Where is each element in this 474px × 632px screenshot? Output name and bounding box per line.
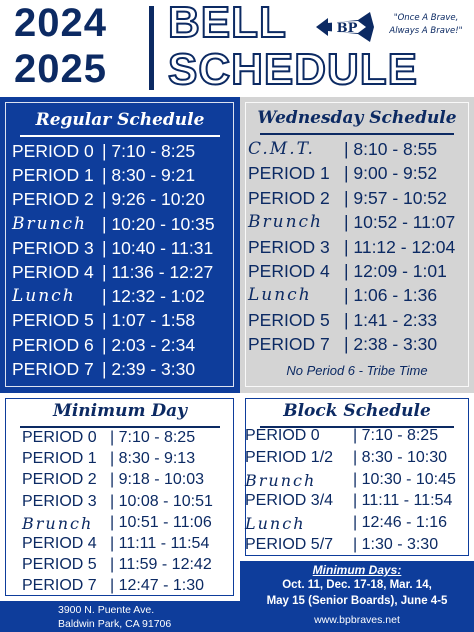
period-time: | 9:18 - 10:03 bbox=[110, 471, 204, 489]
period-time: | 12:47 - 1:30 bbox=[110, 577, 204, 595]
period-time: | 10:08 - 10:51 bbox=[110, 492, 213, 510]
period-label: PERIOD 2 bbox=[12, 189, 94, 210]
website[interactable]: www.bpbraves.net bbox=[314, 614, 400, 626]
period-time: | 11:11 - 11:54 bbox=[110, 535, 210, 552]
year-end: 2025 bbox=[14, 47, 107, 91]
period-time: | 10:20 - 10:35 bbox=[102, 213, 215, 234]
period-label: PERIOD 0 bbox=[22, 429, 97, 446]
block-schedule-row bbox=[245, 427, 469, 449]
period-time: | 12:09 - 1:01 bbox=[344, 261, 447, 281]
period-time: | 9:57 - 10:52 bbox=[344, 187, 447, 208]
period-label: C.M.T. bbox=[248, 139, 315, 159]
period-label: PERIOD 3 bbox=[248, 236, 330, 257]
arrowhead-logo-icon bbox=[314, 8, 378, 46]
title-schedule: SCHEDULE bbox=[168, 45, 419, 94]
period-label: PERIOD 6 bbox=[12, 334, 94, 355]
minimum-days-box bbox=[240, 561, 474, 632]
minimum-days-line-1: Oct. 11, Dec. 17-18, Mar. 14, bbox=[282, 579, 432, 591]
period-time: | 2:38 - 3:30 bbox=[344, 334, 438, 355]
minimum-schedule-row bbox=[22, 471, 234, 492]
period-time: | 7:10 - 8:25 bbox=[353, 427, 439, 444]
address-line-2: Baldwin Park, CA 91706 bbox=[58, 618, 172, 630]
regular-schedule-row bbox=[12, 165, 234, 189]
minimum-schedule-row bbox=[22, 514, 234, 535]
period-label: PERIOD 7 bbox=[248, 334, 330, 355]
period-label: PERIOD 5/7 bbox=[245, 536, 334, 553]
period-label: PERIOD 4 bbox=[22, 535, 97, 552]
period-label: PERIOD 4 bbox=[12, 262, 94, 282]
minimum-days-line-2: May 15 (Senior Boards), June 4-5 bbox=[266, 595, 448, 607]
period-time: | 8:10 - 8:55 bbox=[344, 139, 438, 159]
block-schedule-row bbox=[245, 449, 469, 471]
period-time: | 12:46 - 1:16 bbox=[353, 514, 447, 532]
regular-schedule-row bbox=[12, 214, 234, 238]
period-label: PERIOD 3 bbox=[22, 492, 97, 510]
minimum-day-panel bbox=[0, 393, 240, 601]
period-label: PERIOD 7 bbox=[12, 358, 94, 379]
block-schedule-row bbox=[245, 492, 469, 514]
period-label: Brunch bbox=[248, 212, 323, 233]
period-time: | 2:39 - 3:30 bbox=[102, 358, 196, 379]
wednesday-schedule-row bbox=[248, 212, 470, 236]
period-time: | 9:00 - 9:52 bbox=[344, 163, 438, 184]
regular-schedule-row bbox=[12, 359, 234, 383]
minimum-schedule-row bbox=[22, 429, 234, 450]
minimum-days-title: Minimum Days: bbox=[312, 563, 402, 577]
period-time: | 8:30 - 10:30 bbox=[353, 448, 447, 466]
wednesday-schedule-row bbox=[248, 334, 470, 358]
period-label: PERIOD 2 bbox=[22, 471, 97, 489]
motto bbox=[378, 12, 474, 38]
regular-schedule-row bbox=[12, 141, 234, 165]
period-time: | 2:03 - 2:34 bbox=[102, 334, 196, 355]
period-label: PERIOD 1 bbox=[12, 165, 94, 186]
regular-schedule-title: Regular Schedule bbox=[35, 110, 205, 130]
header-divider bbox=[149, 6, 154, 90]
regular-schedule-row bbox=[12, 238, 234, 262]
block-schedule-row bbox=[245, 514, 469, 536]
period-time: | 10:30 - 10:45 bbox=[353, 470, 456, 488]
period-label: Lunch bbox=[12, 286, 76, 307]
title-bell: BELL bbox=[168, 0, 287, 47]
minimum-schedule-row bbox=[22, 450, 234, 471]
period-label: PERIOD 5 bbox=[12, 310, 94, 331]
period-label: Brunch bbox=[12, 213, 87, 234]
minimum-schedule-row bbox=[22, 556, 234, 577]
period-label: PERIOD 5 bbox=[22, 556, 97, 574]
regular-schedule-row bbox=[12, 335, 234, 359]
wednesday-schedule-title: Wednesday Schedule bbox=[257, 108, 457, 128]
address-line-1: 3900 N. Puente Ave. bbox=[58, 604, 155, 616]
wednesday-schedule-row bbox=[248, 237, 470, 261]
period-label: Lunch bbox=[248, 285, 312, 306]
minimum-schedule-row bbox=[22, 577, 234, 598]
regular-schedule-row bbox=[12, 310, 234, 334]
regular-schedule-panel bbox=[0, 97, 240, 393]
period-time: | 10:52 - 11:07 bbox=[344, 212, 456, 233]
footer-address-box bbox=[0, 601, 240, 632]
block-schedule-row bbox=[245, 471, 469, 493]
wednesday-schedule-row bbox=[248, 163, 470, 187]
period-label: Lunch bbox=[245, 514, 306, 534]
school-year bbox=[14, 0, 144, 92]
year-start: 2024 bbox=[14, 1, 107, 45]
period-time: | 11:12 - 12:04 bbox=[344, 236, 456, 257]
wednesday-schedule-row bbox=[248, 285, 470, 309]
minimum-schedule-row bbox=[22, 493, 234, 514]
period-label: Brunch bbox=[245, 470, 317, 490]
period-label: PERIOD 3 bbox=[12, 237, 94, 258]
wednesday-schedule-row bbox=[248, 261, 470, 285]
period-label: PERIOD 4 bbox=[248, 261, 330, 281]
period-time: | 7:10 - 8:25 bbox=[102, 141, 196, 161]
period-label: PERIOD 3/4 bbox=[245, 492, 334, 510]
logo-text: BP bbox=[336, 21, 358, 36]
period-time: | 10:40 - 11:31 bbox=[102, 237, 214, 258]
motto-line-1: "Once A Brave, bbox=[393, 13, 459, 23]
wednesday-schedule-row bbox=[248, 310, 470, 334]
wednesday-schedule-row bbox=[248, 188, 470, 212]
block-schedule-row bbox=[245, 536, 469, 558]
period-time: | 1:41 - 2:33 bbox=[344, 309, 438, 330]
period-time: | 12:32 - 1:02 bbox=[102, 286, 205, 307]
period-label: Brunch bbox=[22, 513, 94, 533]
minimum-day-title: Minimum Day bbox=[53, 401, 187, 421]
period-label: PERIOD 5 bbox=[248, 309, 330, 330]
period-label: PERIOD 1/2 bbox=[245, 448, 334, 466]
period-time: | 1:30 - 3:30 bbox=[353, 536, 439, 553]
motto-line-2: Always A Brave!" bbox=[389, 26, 463, 36]
period-time: | 1:06 - 1:36 bbox=[344, 285, 438, 306]
period-time: | 11:11 - 11:54 bbox=[353, 492, 453, 510]
period-time: | 8:30 - 9:21 bbox=[102, 165, 196, 186]
regular-schedule-row bbox=[12, 262, 234, 286]
period-label: PERIOD 1 bbox=[22, 450, 97, 468]
tribe-time-note: No Period 6 - Tribe Time bbox=[286, 363, 428, 378]
period-time: | 11:36 - 12:27 bbox=[102, 262, 214, 282]
period-label: PERIOD 0 bbox=[245, 427, 320, 444]
minimum-schedule-row bbox=[22, 535, 234, 556]
period-time: | 8:30 - 9:13 bbox=[110, 450, 196, 468]
block-schedule-title: Block Schedule bbox=[283, 401, 431, 421]
period-time: | 10:51 - 11:06 bbox=[110, 513, 212, 531]
wednesday-schedule-row bbox=[248, 139, 470, 163]
period-time: | 1:07 - 1:58 bbox=[102, 310, 196, 331]
period-time: | 9:26 - 10:20 bbox=[102, 189, 205, 210]
period-label: PERIOD 2 bbox=[248, 187, 330, 208]
header bbox=[0, 0, 474, 95]
block-schedule-panel bbox=[240, 393, 474, 561]
period-time: | 11:59 - 12:42 bbox=[110, 556, 212, 574]
period-label: PERIOD 7 bbox=[22, 577, 97, 595]
address bbox=[58, 603, 171, 631]
wednesday-schedule-panel bbox=[240, 97, 474, 393]
period-label: PERIOD 1 bbox=[248, 163, 330, 184]
regular-schedule-row bbox=[12, 189, 234, 213]
period-time: | 7:10 - 8:25 bbox=[110, 429, 196, 446]
period-label: PERIOD 0 bbox=[12, 141, 94, 161]
regular-schedule-row bbox=[12, 286, 234, 310]
